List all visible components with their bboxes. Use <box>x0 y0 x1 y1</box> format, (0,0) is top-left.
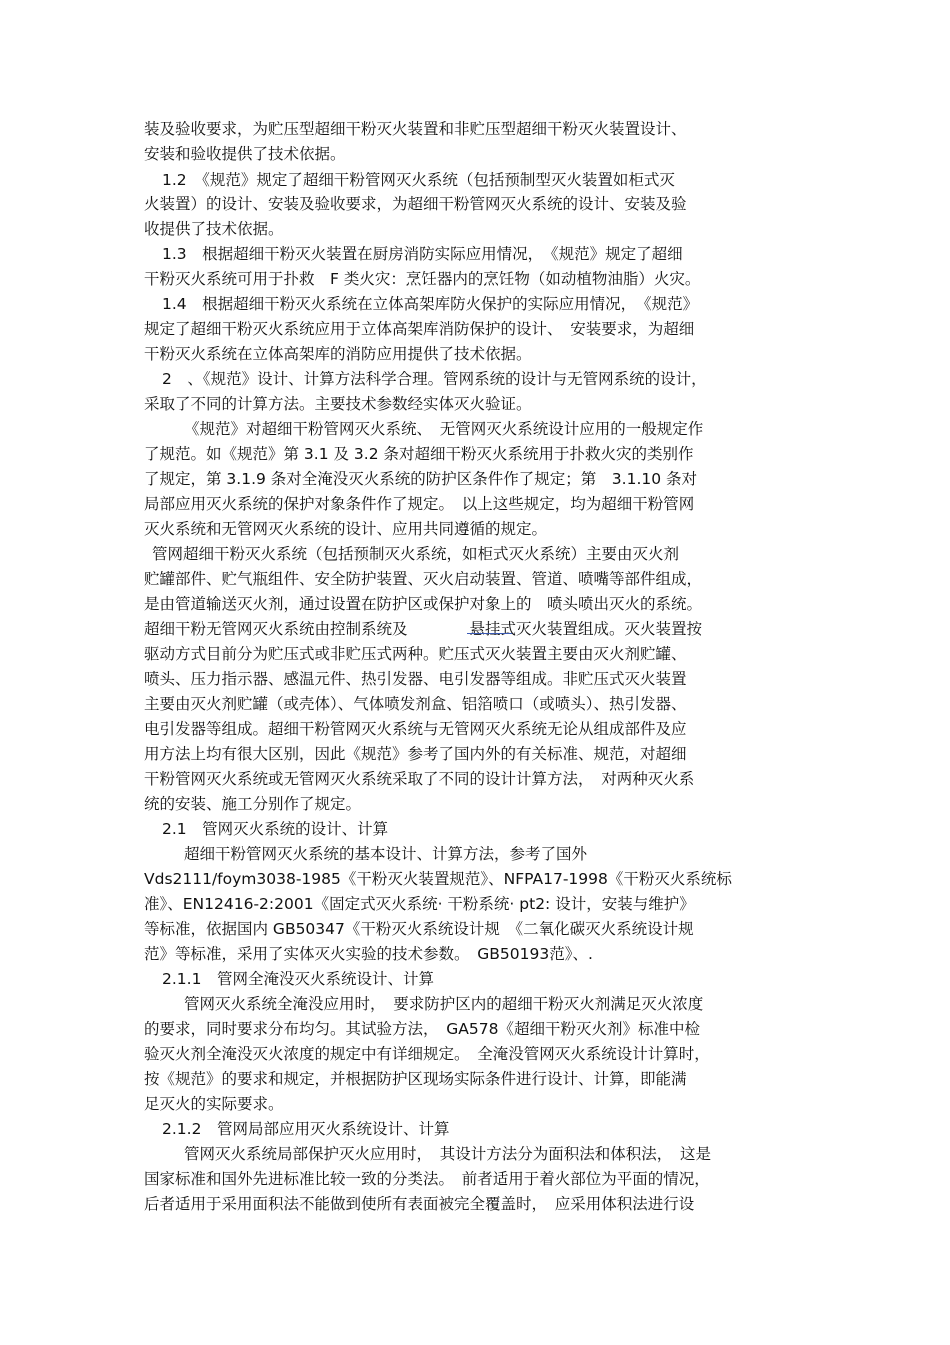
text-line: 收提供了技术依据。 <box>144 220 284 238</box>
text-line: 1.3 根据超细干粉灭火装置在厨房消防实际应用情况， 《规范》规定了超细 <box>162 245 683 263</box>
text-line: 管网超细干粉灭火系统（包括预制灭火系统，如柜式灭火系统）主要由灭火剂 <box>152 545 680 563</box>
text-line: 验灭火剂全淹没灭火浓度的规定中有详细规定。 全淹没管网灭火系统设计计算时， <box>144 1045 710 1063</box>
text-line: 灭火系统和无管网灭火系统的设计、应用共同遵循的规定。 <box>144 520 548 538</box>
text-line: 用方法上均有很大区别，因此《规范》参考了国内外的有关标准、规范，对超细 <box>144 745 687 763</box>
text-line: 足灭火的实际要求。 <box>144 1095 284 1113</box>
text-line: 贮罐部件、贮气瓶组件、安全防护装置、灭火启动装置、管道、喷嘴等部件组成， <box>144 570 703 588</box>
text-line: 干粉灭火系统可用于扑救 F 类火灾：烹饪器内的烹饪物（如动植物油脂）火灾。 <box>144 270 701 288</box>
text-line: 2 、《规范》设计、计算方法科学合理。管网系统的设计与无管网系统的设计， <box>162 370 707 388</box>
text-line: 超细干粉管网灭火系统的基本设计、计算方法，参考了国外 <box>184 845 588 863</box>
text-line: 规定了超细干粉灭火系统应用于立体高架库消防保护的设计、 安装要求，为超细 <box>144 320 695 338</box>
text-line: 了规定，第 3.1.9 条对全淹没灭火系统的防护区条件作了规定；第 3.1.10 条对 <box>144 470 698 488</box>
text-line: 是由管道输送灭火剂，通过设置在防护区或保护对象上的 喷头喷出灭火的系统。 <box>144 595 703 613</box>
text-line: 主要由灭火剂贮罐（或壳体）、气体喷发剂盒、铝箔喷口（或喷头）、热引发器、 <box>144 695 687 713</box>
text-line: 1.2 《规范》规定了超细干粉管网灭火系统（包括预制型灭火装置如柜式灭 <box>162 171 675 189</box>
text-line: 准》、EN12416-2:2001《固定式灭火系统· 干粉系统· pt2: 设计，安装与维护》 <box>144 895 695 913</box>
text-line: 驱动方式目前分为贮压式或非贮压式两种。贮压式灭火装置主要由灭火剂贮罐、 <box>144 645 687 663</box>
blank-underline <box>467 633 512 634</box>
text-line: 等标准，依据国内 GB50347《干粉灭火系统设计规 《二氧化碳灭火系统设计规 <box>144 920 694 938</box>
text-line: 火装置）的设计、安装及验收要求，为超细干粉管网灭火系统的设计、安装及验 <box>144 195 687 213</box>
text-line: 的要求，同时要求分布均匀。其试验方法， GA578《超细干粉灭火剂》标准中检 <box>144 1020 700 1038</box>
text-line: 采取了不同的计算方法。主要技术参数经实体灭火验证。 <box>144 395 532 413</box>
text-line: 了规范。如《规范》第 3.1 及 3.2 条对超细干粉灭火系统用于扑救火灾的类别作 <box>144 445 694 463</box>
text-line: 1.4 根据超细干粉灭火系统在立体高架库防火保护的实际应用情况， 《规范》 <box>162 295 699 313</box>
text-line: 超细干粉无管网灭火系统由控制系统及 悬挂式灭火装置组成。灭火装置按 <box>144 620 703 638</box>
text-line: 统的安装、施工分别作了规定。 <box>144 795 362 813</box>
text-line: 安装和验收提供了技术依据。 <box>144 145 346 163</box>
text-line: 管网灭火系统全淹没应用时， 要求防护区内的超细干粉灭火剂满足灭火浓度 <box>184 995 704 1013</box>
section-heading: 2.1.2 管网局部应用灭火系统设计、计算 <box>162 1120 450 1138</box>
text-line: 管网灭火系统局部保护灭火应用时， 其设计方法分为面积法和体积法， 这是 <box>184 1145 712 1163</box>
text-line: 国家标准和国外先进标准比较一致的分类法。 前者适用于着火部位为平面的情况， <box>144 1170 710 1188</box>
text-line: 后者适用于采用面积法不能做到使所有表面被完全覆盖时， 应采用体积法进行设 <box>144 1195 695 1213</box>
text-line: 干粉灭火系统在立体高架库的消防应用提供了技术依据。 <box>144 345 532 363</box>
text-line: 局部应用灭火系统的保护对象条件作了规定。 以上这些规定，均为超细干粉管网 <box>144 495 695 513</box>
text-line: 干粉管网灭火系统或无管网灭火系统采取了不同的设计计算方法， 对两种灭火系 <box>144 770 695 788</box>
text-line: 《规范》对超细干粉管网灭火系统、 无管网灭火系统设计应用的一般规定作 <box>184 420 704 438</box>
text-line: 电引发器等组成。超细干粉管网灭火系统与无管网灭火系统无论从组成部件及应 <box>144 720 687 738</box>
text-line: Vds2111/foym3038-1985《干粉灭火装置规范》、NFPA17-1998《干粉灭火系统标 <box>144 870 732 888</box>
section-heading: 2.1 管网灭火系统的设计、计算 <box>162 820 389 838</box>
section-heading: 2.1.1 管网全淹没灭火系统设计、计算 <box>162 970 434 988</box>
text-line: 装及验收要求，为贮压型超细干粉灭火装置和非贮压型超细干粉灭火装置设计、 <box>144 120 687 138</box>
text-line: 按《规范》的要求和规定，并根据防护区现场实际条件进行设计、计算，即能满 <box>144 1070 687 1088</box>
text-line: 范》等标准，采用了实体灭火实验的技术参数。 GB50193范》、. <box>144 945 593 963</box>
text-line: 喷头、压力指示器、感温元件、热引发器、电引发器等组成。非贮压式灭火装置 <box>144 670 687 688</box>
